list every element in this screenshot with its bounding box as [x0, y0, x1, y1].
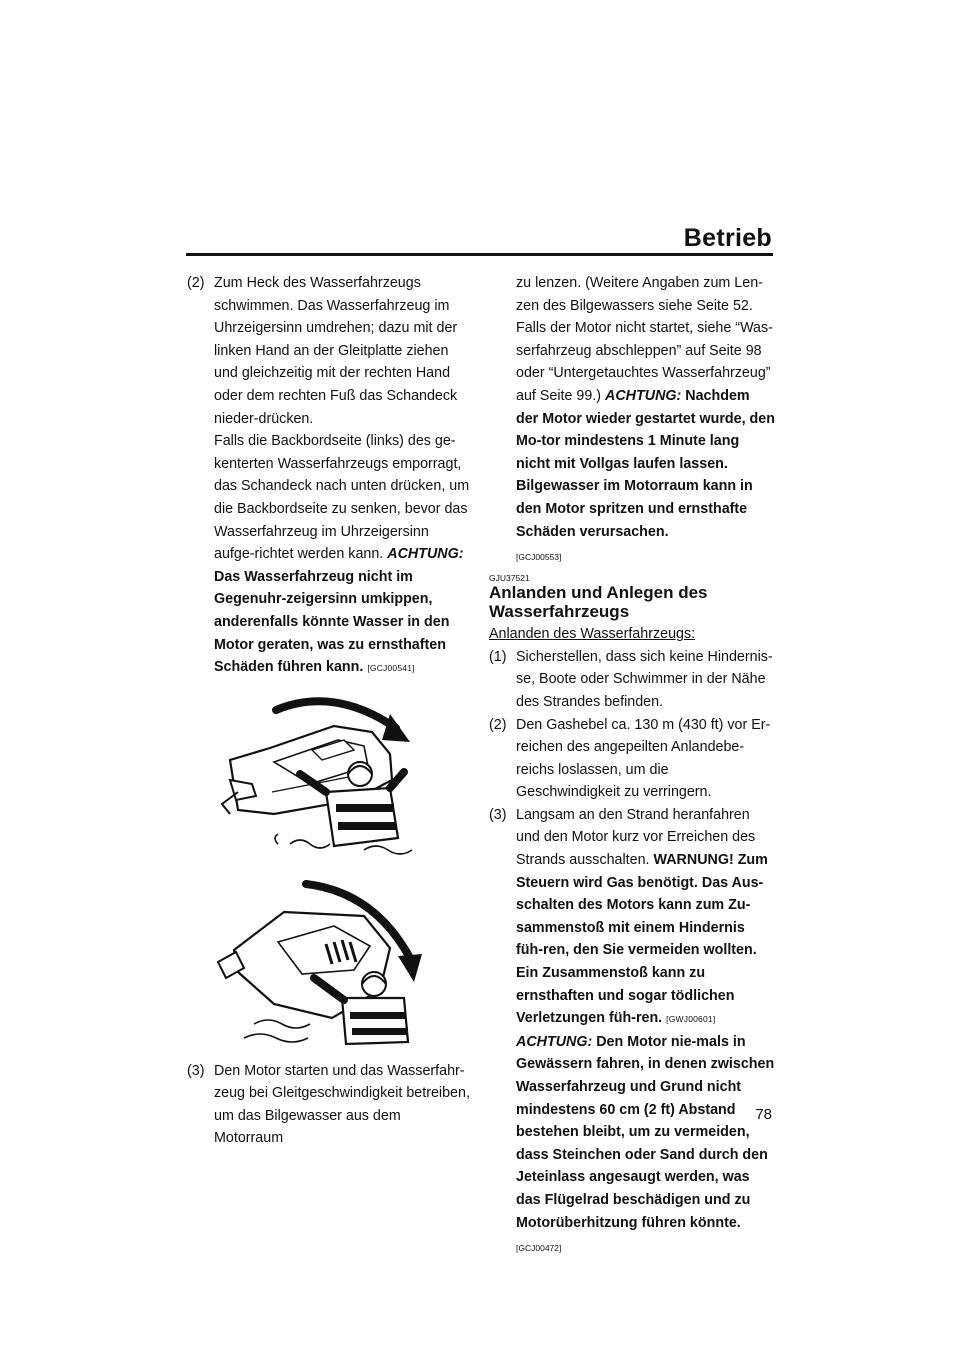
caution-code: [GCJ00541]	[367, 663, 415, 674]
caution-text: Das Wasserfahrzeug nicht im Gegenuhr-zeigersinn umkippen, anderenfalls könnte Wasser in den Motor geraten, was zu ernsthaften Schäden führen kann.	[214, 568, 450, 676]
item-number: (2)	[187, 275, 205, 291]
item-number: (3)	[489, 806, 507, 823]
item-text-2-body: Falls die Backbordseite (links) des ge-kenterten Wasserfahrzeugs emporragt, das Schandeck nach unten drücken, um die Backbordseite zu senken, bevor das Wasserfahrzeug im Uhrzeigersinn aufge-richtet werden kann.	[214, 433, 470, 563]
capsized-craft-illustration-1	[214, 688, 444, 860]
caution-text: Den Motor nie-mals in Gewässern fahren, in denen zwischen Wasserfahrzeug und Grund nicht mindestens 60 cm (2 ft) Abstand bestehen bleibt, um zu vermeiden, dass Steinchen oder Sand durch den Jeteinlass angesaugt werden, was das Flügelrad beschädigen und zu Motorüberhitzung führen könnte.	[516, 1033, 775, 1231]
right-column	[489, 272, 775, 1254]
warning-text: WARNUNG! Zum Steuern wird Gas benötigt. Das Aus-schalten des Motors kann zum Zu-sammenstoß mit einem Hindernis füh-ren, den Sie vermeiden wollten. Ein Zusammenstoß kann zu ernsthaften und sogar tödlichen Verletzungen füh-ren.	[516, 852, 768, 1027]
item-text: Den Motor starten und das Wasserfahr-zeug bei Gleitgeschwindigkeit betreiben, um das Bilgewasser aus dem Motorraum	[214, 1062, 470, 1147]
list-item-2	[187, 272, 470, 680]
list-item-3	[187, 1060, 470, 1150]
capsized-craft-illustration-2	[214, 872, 444, 1050]
figure-righting-1	[214, 688, 444, 1050]
caution-label: ACHTUNG:	[387, 546, 464, 563]
caution-code: [GCJ00553]	[516, 552, 562, 563]
step-text: Langsam an den Strand heranfahren und den Motor kurz vor Erreichen des Strands ausschalten.	[516, 806, 756, 869]
step-3	[489, 804, 775, 1234]
page-number: 78	[755, 1106, 772, 1123]
left-column	[187, 272, 470, 1150]
continuation-text: zu lenzen. (Weitere Angaben zum Len-zen des Bilgewassers siehe Seite 52. Falls der Motor nicht startet, siehe “Was-serfahrzeug abschleppen” auf Seite 98 oder “Untergetauchtes Wasserfahrzeug” auf Seite 99.)	[516, 275, 773, 404]
subheading: Anlanden des Wasserfahrzeugs:	[489, 626, 696, 643]
item-text: Sicherstellen, dass sich keine Hindernis-se, Boote oder Schwimmer in der Nähe des Strandes befinden.	[516, 648, 773, 710]
header-rule	[186, 253, 773, 256]
caution-label: ACHTUNG:	[605, 387, 682, 404]
caution-label: ACHTUNG:	[516, 1033, 593, 1050]
section-title: Anlanden und Anlegen des Wasserfahrzeugs	[489, 583, 708, 622]
page-header-title: Betrieb	[683, 224, 772, 252]
caution-code: [GCJ00472]	[516, 1243, 562, 1254]
item-text: Den Gashebel ca. 130 m (430 ft) vor Er-reichen des angepeilten Anlandebe-reichs loslassen, um die Geschwindigkeit zu verringern.	[516, 716, 771, 801]
item-number: (3)	[187, 1062, 205, 1079]
section-code: GJU37521	[489, 573, 530, 584]
item-number: (2)	[489, 716, 507, 733]
item-3-continuation	[516, 272, 775, 543]
item-number: (1)	[489, 648, 507, 665]
item-text-2	[214, 430, 470, 680]
warning-code: [GWJ00601]	[666, 1014, 716, 1025]
item-body	[516, 804, 775, 1234]
item-body	[214, 272, 470, 680]
step-2	[489, 714, 775, 804]
caution-text: Nachdem der Motor wieder gestartet wurde, den Mo-tor mindestens 1 Minute lang nicht mit Vollgas laufen lassen. Bilgewasser im Motorraum kann in den Motor spritzen und ernsthafte Schäden verursachen.	[516, 387, 775, 540]
step-1	[489, 646, 775, 714]
item-text: Zum Heck des Wasserfahrzeugs schwimmen. Das Wasserfahrzeug im Uhrzeigersinn umdrehen; dazu mit der linken Hand an der Gleitplatte ziehen und gleichzeitig mit der rechten Hand oder dem rechten Fuß das Schandeck nieder-drücken.	[214, 275, 458, 427]
